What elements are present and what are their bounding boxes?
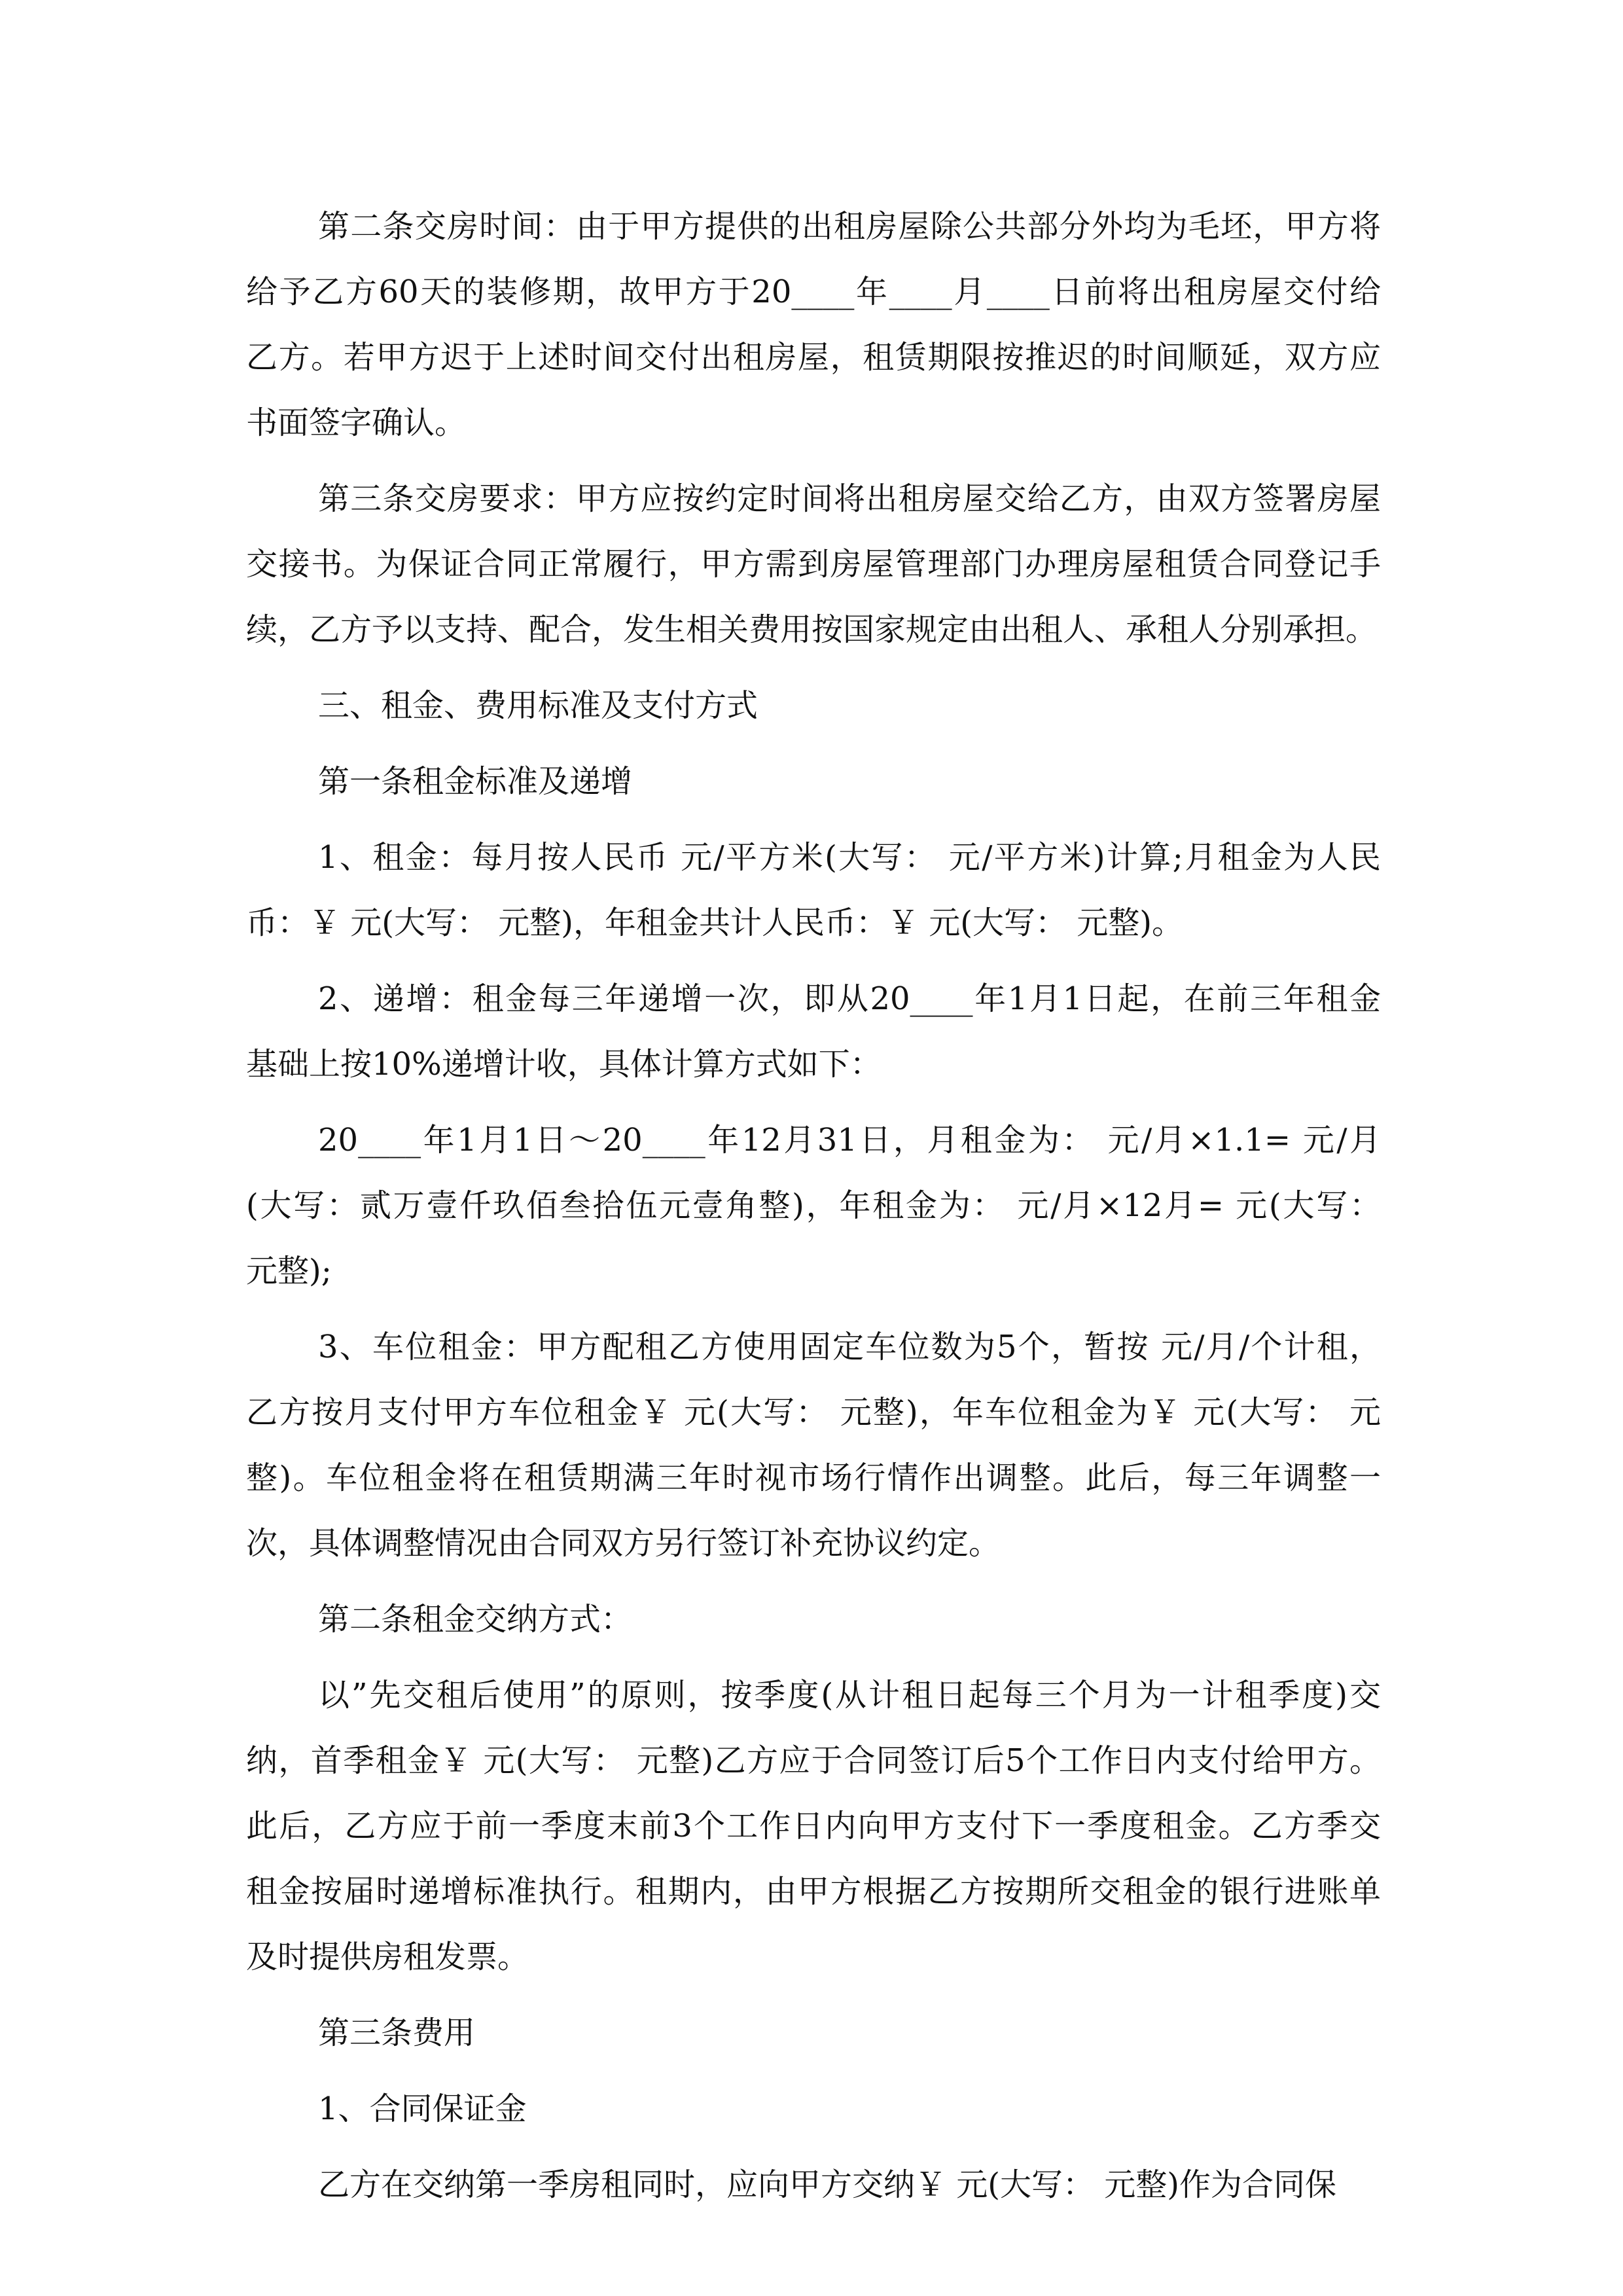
text-line: 交接书。为保证合同正常履行，甲方需到房屋管理部门办理房屋租赁合同登记手 xyxy=(246,546,1381,583)
text-line: 纳，首季租金￥ 元(大写： 元整)乙方应于合同签订后5个工作日内支付给甲方。 xyxy=(246,1742,1381,1779)
text-line: 书面签字确认。 xyxy=(246,404,467,441)
text-line: 乙方按月支付甲方车位租金￥ 元(大写： 元整)，年车位租金为￥ 元(大写： 元 xyxy=(246,1394,1381,1431)
article-heading-payment-method xyxy=(246,1587,1381,1652)
text-line: 第一条租金标准及递增 xyxy=(318,763,633,800)
text-line: 第二条租金交纳方式： xyxy=(318,1601,633,1638)
paragraph-rent xyxy=(246,825,1381,956)
text-line: 乙方。若甲方迟于上述时间交付出租房屋，租赁期限按推迟的时间顺延，双方应 xyxy=(246,339,1381,376)
paragraph-contract-deposit xyxy=(246,2152,1381,2217)
article-heading-fees xyxy=(246,2000,1381,2066)
text-line: 元整); xyxy=(246,1253,332,1289)
text-line: 以”先交租后使用”的原则，按季度(从计租日起每三个月为一计租季度)交 xyxy=(318,1677,1381,1713)
text-line: (大写：贰万壹仟玖佰叁拾伍元壹角整)，年租金为： 元/月×12月= 元(大写： xyxy=(246,1187,1381,1224)
document-body xyxy=(246,194,1381,2217)
text-line: 1、合同保证金 xyxy=(318,2090,527,2127)
text-line: 整)。车位租金将在租赁期满三年时视市场行情作出调整。此后，每三年调整一 xyxy=(246,1460,1381,1496)
text-line: 及时提供房租发票。 xyxy=(246,1939,529,1975)
text-line: 币：￥ 元(大写： 元整)，年租金共计人民币：￥ 元(大写： 元整)。 xyxy=(246,905,1183,941)
text-line: 第三条费用 xyxy=(318,2015,476,2051)
paragraph-delivery-requirements xyxy=(246,466,1381,662)
text-line: 第三条交房要求：甲方应按约定时间将出租房屋交给乙方，由双方签署房屋 xyxy=(318,480,1381,517)
paragraph-rent-increase xyxy=(246,966,1381,1097)
text-line: 乙方在交纳第一季房租同时，应向甲方交纳￥ 元(大写： 元整)作为合同保 xyxy=(318,2166,1336,2203)
text-line: 次，具体调整情况由合同双方另行签订补充协议约定。 xyxy=(246,1525,1001,1562)
section-heading-rent-fees xyxy=(246,673,1381,738)
text-line: 租金按届时递增标准执行。租期内，由甲方根据乙方按期所交租金的银行进账单 xyxy=(246,1873,1381,1910)
text-line: 2、递增：租金每三年递增一次，即从20____年1月1日起，在前三年租金 xyxy=(318,980,1381,1017)
text-line: 此后，乙方应于前一季度末前3个工作日内向甲方支付下一季度租金。乙方季交 xyxy=(246,1808,1381,1844)
paragraph-delivery-time xyxy=(246,194,1381,456)
subheading-contract-deposit xyxy=(246,2076,1381,2142)
paragraph-rent-calculation xyxy=(246,1107,1381,1304)
text-line: 20____年1月1日～20____年12月31日，月租金为： 元/月×1.1= 元/月 xyxy=(318,1122,1381,1158)
article-heading-rent-standard xyxy=(246,749,1381,814)
text-line: 基础上按10%递增计收，具体计算方式如下： xyxy=(246,1046,882,1083)
text-line: 1、租金：每月按人民币 元/平方米(大写： 元/平方米)计算;月租金为人民 xyxy=(318,839,1381,876)
text-line: 第二条交房时间：由于甲方提供的出租房屋除公共部分外均为毛坯，甲方将 xyxy=(318,208,1381,245)
paragraph-parking-rent xyxy=(246,1314,1381,1576)
text-line: 给予乙方60天的装修期，故甲方于20____年____月____日前将出租房屋交付给 xyxy=(246,274,1381,310)
text-line: 三、租金、费用标准及支付方式 xyxy=(318,687,758,724)
paragraph-payment-method xyxy=(246,1662,1381,1990)
text-line: 续，乙方予以支持、配合，发生相关费用按国家规定由出租人、承租人分别承担。 xyxy=(246,611,1378,648)
text-line: 3、车位租金：甲方配租乙方使用固定车位数为5个，暂按 元/月/个计租， xyxy=(318,1329,1381,1365)
